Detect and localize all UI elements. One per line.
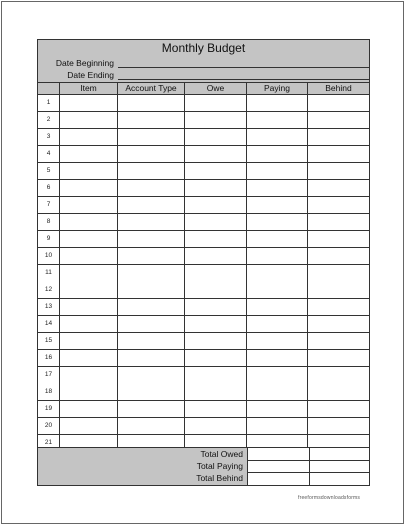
table-row [38,349,369,366]
cell-item[interactable] [59,231,117,247]
row-number: 7 [46,201,51,209]
cell-behind[interactable] [307,401,369,417]
total-behind-label: Total Behind [196,473,243,483]
column-header-row [38,82,369,94]
cell-paying[interactable] [246,333,307,349]
cell-owe[interactable] [184,316,246,332]
cell-paying[interactable] [246,367,307,400]
row-number: 8 [46,218,51,226]
cell-owe[interactable] [184,146,246,162]
cell-item[interactable] [59,265,117,298]
date-ending-label: Date Ending [67,70,114,80]
table-row [38,196,369,213]
cell-item[interactable] [59,418,117,434]
cell-paying[interactable] [246,231,307,247]
table-row [38,315,369,332]
cell-account-type[interactable] [117,214,184,230]
cell-paying[interactable] [246,129,307,145]
cell-account-type[interactable] [117,316,184,332]
cell-account-type[interactable] [117,367,184,400]
cell-owe[interactable] [184,180,246,196]
cell-behind[interactable] [307,180,369,196]
totals-divider [309,448,310,485]
cell-behind[interactable] [307,231,369,247]
cell-owe[interactable] [184,401,246,417]
cell-item[interactable] [59,146,117,162]
cell-behind[interactable] [307,163,369,179]
table-row [38,213,369,230]
row-number: 19 [44,405,53,413]
cell-owe[interactable] [184,299,246,315]
row-number: 6 [46,184,51,192]
cell-behind[interactable] [307,418,369,434]
row-number: 15 [44,337,53,345]
cell-account-type[interactable] [117,350,184,366]
cell-owe[interactable] [184,231,246,247]
cell-behind[interactable] [307,112,369,128]
cell-item[interactable] [59,163,117,179]
cell-item[interactable] [59,333,117,349]
cell-behind[interactable] [307,333,369,349]
row-number: 2 [46,116,51,124]
table-row [38,400,369,417]
cell-account-type[interactable] [117,163,184,179]
cell-item[interactable] [59,367,117,400]
table-row [38,230,369,247]
cell-owe[interactable] [184,418,246,434]
cell-behind[interactable] [307,316,369,332]
row-number: 14 [44,320,53,328]
date-beginning-field[interactable] [118,67,369,68]
total-owed-line [247,460,369,461]
row-number: 10 [44,252,53,260]
cell-item[interactable] [59,316,117,332]
row-number: 18 [44,388,53,396]
column-header-paying: Paying [246,83,307,94]
cell-item[interactable] [59,129,117,145]
cell-owe[interactable] [184,265,246,298]
row-number: 21 [44,439,53,447]
table-row [38,179,369,196]
column-header-owe: Owe [184,83,246,94]
cell-item[interactable] [59,112,117,128]
cell-behind[interactable] [307,129,369,145]
row-number: 20 [44,422,53,430]
table-row [38,162,369,179]
cell-behind[interactable] [307,248,369,264]
cell-account-type[interactable] [117,248,184,264]
table-row [38,94,369,111]
row-number: 4 [46,150,51,158]
cell-item[interactable] [59,401,117,417]
column-header-account-type: Account Type [117,83,184,94]
table-row [38,366,369,400]
cell-item[interactable] [59,248,117,264]
cell-paying[interactable] [246,146,307,162]
total-paying-line [247,472,369,473]
row-number: 12 [44,286,53,294]
cell-behind[interactable] [307,299,369,315]
total-paying-label: Total Paying [196,461,243,471]
cell-behind[interactable] [307,214,369,230]
cell-owe[interactable] [184,112,246,128]
cell-item[interactable] [59,180,117,196]
table-row [38,111,369,128]
cell-item[interactable] [59,350,117,366]
cell-owe[interactable] [184,197,246,213]
column-header-item: Item [59,83,117,94]
row-number: 5 [46,167,51,175]
footer-watermark: freeformsdownloadsforms [298,495,361,501]
cell-paying[interactable] [246,248,307,264]
cell-owe[interactable] [184,367,246,400]
table-row [38,145,369,162]
row-number: 17 [44,371,53,379]
cell-paying[interactable] [246,401,307,417]
cell-behind[interactable] [307,95,369,111]
cell-item[interactable] [59,214,117,230]
cell-paying[interactable] [246,95,307,111]
row-number: 13 [44,303,53,311]
form-header [38,40,369,82]
cell-account-type[interactable] [117,333,184,349]
cell-owe[interactable] [184,248,246,264]
table-row [38,417,369,434]
cell-paying[interactable] [246,316,307,332]
cell-paying[interactable] [246,163,307,179]
table-row [38,332,369,349]
cell-paying[interactable] [246,180,307,196]
date-beginning-label: Date Beginning [55,58,114,68]
cell-account-type[interactable] [117,112,184,128]
cell-account-type[interactable] [117,129,184,145]
cell-account-type[interactable] [117,401,184,417]
cell-behind[interactable] [307,197,369,213]
cell-paying[interactable] [246,350,307,366]
cell-owe[interactable] [184,129,246,145]
cell-owe[interactable] [184,214,246,230]
cell-paying[interactable] [246,197,307,213]
totals-input-box[interactable] [247,448,369,485]
cell-account-type[interactable] [117,265,184,298]
cell-behind[interactable] [307,146,369,162]
cell-paying[interactable] [246,418,307,434]
date-ending-field[interactable] [118,79,369,80]
total-owed-label: Total Owed [200,449,243,459]
table-row [38,128,369,145]
page [1,1,404,524]
cell-account-type[interactable] [117,197,184,213]
cell-account-type[interactable] [117,418,184,434]
row-number: 1 [46,99,51,107]
budget-form [37,39,370,486]
cell-owe[interactable] [184,163,246,179]
cell-account-type[interactable] [117,180,184,196]
row-number: 11 [45,269,52,277]
cell-item[interactable] [59,299,117,315]
totals-section [38,447,369,485]
cell-account-type[interactable] [117,231,184,247]
cell-paying[interactable] [246,214,307,230]
cell-owe[interactable] [184,95,246,111]
cell-account-type[interactable] [117,146,184,162]
table-row [38,264,369,298]
column-header-behind: Behind [307,83,369,94]
table-row [38,298,369,315]
cell-paying[interactable] [246,299,307,315]
cell-item[interactable] [59,197,117,213]
cell-item[interactable] [59,95,117,111]
row-number: 16 [44,354,53,362]
row-number: 9 [46,235,51,243]
row-number: 3 [46,133,51,141]
cell-account-type[interactable] [117,299,184,315]
cell-paying[interactable] [246,265,307,298]
cell-behind[interactable] [307,265,369,298]
form-title: Monthly Budget [161,41,246,55]
cell-paying[interactable] [246,112,307,128]
cell-owe[interactable] [184,333,246,349]
cell-behind[interactable] [307,367,369,400]
cell-owe[interactable] [184,350,246,366]
cell-account-type[interactable] [117,95,184,111]
table-row [38,247,369,264]
cell-behind[interactable] [307,350,369,366]
